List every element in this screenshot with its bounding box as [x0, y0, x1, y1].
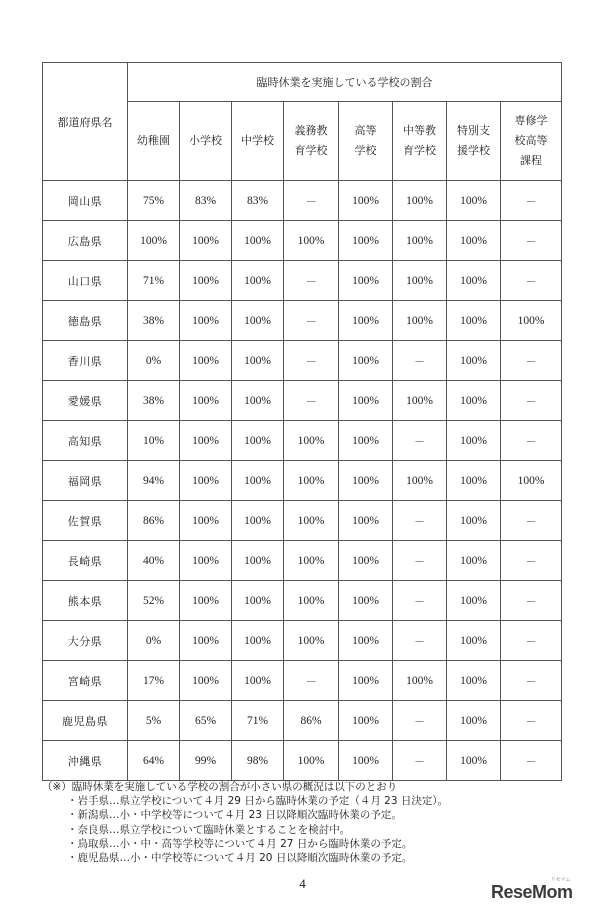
table-row — [43, 341, 562, 381]
ratio-cell: － — [393, 541, 447, 581]
logo-text: ReseMom — [491, 882, 573, 902]
ratio-cell: 100% — [339, 381, 393, 421]
note-item: ・鹿児島県…小・中学校等について４月 20 日以降順次臨時休業の予定。 — [67, 852, 413, 865]
table-row — [43, 381, 562, 421]
note-item: ・鳥取県…小・中・高等学校等について４月 27 日から臨時休業の予定。 — [67, 837, 413, 850]
ratio-cell: 100% — [447, 261, 501, 301]
column-header — [180, 101, 232, 180]
ratio-cell: － — [501, 501, 562, 541]
column-header-line: 特別支 — [457, 123, 490, 137]
table-row — [43, 661, 562, 701]
table-row — [43, 261, 562, 301]
ratio-cell: 100% — [339, 301, 393, 341]
table-row — [43, 541, 562, 581]
school-closure-table — [42, 62, 562, 781]
ratio-cell: 38% — [128, 301, 180, 341]
ratio-cell: 100% — [180, 301, 232, 341]
ratio-cell: 100% — [180, 421, 232, 461]
ratio-cell: 0% — [128, 621, 180, 661]
ratio-cell: － — [501, 381, 562, 421]
ratio-cell: 100% — [128, 221, 180, 261]
ratio-cell: － — [501, 421, 562, 461]
ratio-cell: 100% — [180, 461, 232, 501]
ratio-cell: － — [284, 301, 339, 341]
prefecture-name: 広島県 — [43, 221, 128, 261]
ratio-cell: 0% — [128, 341, 180, 381]
ratio-cell: 100% — [393, 181, 447, 221]
ratio-cell: 100% — [339, 701, 393, 741]
ratio-cell: 100% — [180, 661, 232, 701]
ratio-cell: 83% — [232, 181, 284, 221]
ratio-cell: 100% — [339, 221, 393, 261]
ratio-cell: 17% — [128, 661, 180, 701]
column-header-line: 学校 — [354, 143, 377, 157]
ratio-cell: 100% — [284, 741, 339, 781]
ratio-cell: 100% — [232, 381, 284, 421]
ratio-cell: － — [284, 341, 339, 381]
ratio-cell: 100% — [284, 221, 339, 261]
column-header — [501, 101, 562, 180]
ratio-cell: 100% — [284, 621, 339, 661]
prefecture-name: 愛媛県 — [43, 381, 128, 421]
ratio-cell: 100% — [393, 461, 447, 501]
ratio-cell: － — [284, 261, 339, 301]
ratio-cell: 100% — [339, 341, 393, 381]
note-item: ・岩手県…県立学校について４月 29 日から臨時休業の予定（４月 23 日決定）。 — [67, 795, 449, 808]
ratio-cell: － — [393, 581, 447, 621]
ratio-cell: － — [284, 661, 339, 701]
ratio-cell: 100% — [339, 741, 393, 781]
ratio-cell: 5% — [128, 701, 180, 741]
ratio-cell: 100% — [447, 421, 501, 461]
prefecture-name: 鹿児島県 — [43, 701, 128, 741]
ratio-cell: － — [501, 741, 562, 781]
ratio-cell: 100% — [447, 501, 501, 541]
ratio-cell: 100% — [232, 421, 284, 461]
ratio-cell: 100% — [232, 461, 284, 501]
ratio-cell: 100% — [180, 581, 232, 621]
ratio-cell: 100% — [284, 461, 339, 501]
column-header-line: 中学校 — [241, 133, 274, 147]
ratio-cell: 100% — [447, 541, 501, 581]
ratio-cell: 52% — [128, 581, 180, 621]
ratio-cell: 100% — [180, 341, 232, 381]
ratio-cell: － — [393, 741, 447, 781]
ratio-cell: － — [501, 701, 562, 741]
ratio-cell: 100% — [339, 181, 393, 221]
ratio-cell: 100% — [284, 501, 339, 541]
column-header — [284, 101, 339, 180]
ratio-cell: 100% — [447, 461, 501, 501]
ratio-cell: 94% — [128, 461, 180, 501]
column-header-line: 中等教 — [403, 123, 436, 137]
column-header — [393, 101, 447, 180]
ratio-cell: 100% — [232, 261, 284, 301]
ratio-cell: 100% — [284, 421, 339, 461]
ratio-cell: 100% — [232, 301, 284, 341]
ratio-cell: 100% — [447, 621, 501, 661]
ratio-cell: 98% — [232, 741, 284, 781]
ratio-cell: 100% — [393, 301, 447, 341]
table-row — [43, 701, 562, 741]
ratio-cell: 100% — [447, 661, 501, 701]
ratio-cell: 100% — [393, 261, 447, 301]
ratio-cell: 75% — [128, 181, 180, 221]
prefecture-name: 大分県 — [43, 621, 128, 661]
prefecture-name: 岡山県 — [43, 181, 128, 221]
ratio-cell: 100% — [447, 741, 501, 781]
ratio-cell: － — [501, 341, 562, 381]
note-item: ・新潟県…小・中学校等について４月 23 日以降順次臨時休業の予定。 — [67, 809, 402, 822]
ratio-cell: 100% — [284, 541, 339, 581]
ratio-cell: － — [393, 421, 447, 461]
prefecture-name: 山口県 — [43, 261, 128, 301]
resemom-logo — [491, 877, 573, 903]
prefecture-name: 佐賀県 — [43, 501, 128, 541]
ratio-cell: 86% — [284, 701, 339, 741]
column-header-line: 育学校 — [403, 143, 436, 157]
prefecture-name: 高知県 — [43, 421, 128, 461]
closure-ratio-header: 臨時休業を実施している学校の割合 — [128, 63, 562, 102]
column-header-line: 課程 — [520, 153, 542, 167]
ratio-cell: 100% — [447, 581, 501, 621]
column-header — [128, 101, 180, 180]
ratio-cell: － — [501, 221, 562, 261]
ratio-cell: 71% — [232, 701, 284, 741]
ratio-cell: 40% — [128, 541, 180, 581]
ratio-cell: － — [501, 661, 562, 701]
ratio-cell: － — [393, 501, 447, 541]
table-row — [43, 621, 562, 661]
ratio-cell: 100% — [180, 621, 232, 661]
ratio-cell: 38% — [128, 381, 180, 421]
ratio-cell: 100% — [447, 701, 501, 741]
ratio-cell: 100% — [232, 501, 284, 541]
ratio-cell: 65% — [180, 701, 232, 741]
ratio-cell: 100% — [447, 221, 501, 261]
prefecture-name: 徳島県 — [43, 301, 128, 341]
prefecture-header: 都道府県名 — [43, 63, 128, 181]
column-header-line: 専修学 — [514, 113, 548, 127]
prefecture-name: 宮崎県 — [43, 661, 128, 701]
column-header-line: 育学校 — [294, 143, 328, 157]
ratio-cell: 100% — [232, 581, 284, 621]
page-number: 4 — [299, 876, 306, 891]
prefecture-name: 香川県 — [43, 341, 128, 381]
note-item: ・奈良県…県立学校について臨時休業とすることを検討中。 — [67, 823, 351, 836]
ratio-cell: 100% — [339, 261, 393, 301]
prefecture-name: 沖縄県 — [43, 741, 128, 781]
ratio-cell: 100% — [180, 381, 232, 421]
ratio-cell: 100% — [447, 301, 501, 341]
ratio-cell: － — [393, 701, 447, 741]
table-row — [43, 741, 562, 781]
ratio-cell: － — [501, 581, 562, 621]
notes — [42, 780, 582, 865]
ratio-cell: 100% — [501, 461, 562, 501]
notes-title: （※）臨時休業を実施している学校の割合が小さい県の概況は以下のとおり — [42, 781, 398, 793]
ratio-cell: 100% — [180, 261, 232, 301]
ratio-cell: 100% — [232, 221, 284, 261]
column-header — [447, 101, 501, 180]
table-row — [43, 461, 562, 501]
ratio-cell: 83% — [180, 181, 232, 221]
table-row — [43, 421, 562, 461]
column-header-line: 援学校 — [457, 143, 490, 157]
column-header-line: 幼稚園 — [137, 133, 170, 147]
ratio-cell: 100% — [501, 301, 562, 341]
ratio-cell: 71% — [128, 261, 180, 301]
ratio-cell: 100% — [180, 541, 232, 581]
ratio-cell: － — [501, 181, 562, 221]
ratio-cell: － — [501, 261, 562, 301]
ratio-cell: － — [501, 541, 562, 581]
ratio-cell: 100% — [180, 501, 232, 541]
logo-small-text: リセマム — [550, 877, 571, 883]
ratio-cell: 10% — [128, 421, 180, 461]
ratio-cell: 100% — [393, 381, 447, 421]
ratio-cell: 100% — [232, 661, 284, 701]
column-header — [232, 101, 284, 180]
prefecture-name: 福岡県 — [43, 461, 128, 501]
ratio-cell: 100% — [339, 581, 393, 621]
ratio-cell: 64% — [128, 741, 180, 781]
column-header-line: 校高等 — [514, 133, 548, 147]
ratio-cell: 99% — [180, 741, 232, 781]
table-row — [43, 181, 562, 221]
column-header — [339, 101, 393, 180]
ratio-cell: － — [393, 341, 447, 381]
ratio-cell: 100% — [339, 661, 393, 701]
ratio-cell: 100% — [339, 421, 393, 461]
column-header-line: 高等 — [354, 123, 377, 137]
ratio-cell: 100% — [232, 621, 284, 661]
prefecture-name: 熊本県 — [43, 581, 128, 621]
column-header-line: 義務教 — [294, 123, 328, 137]
table-row — [43, 301, 562, 341]
ratio-cell: 100% — [232, 541, 284, 581]
ratio-cell: 86% — [128, 501, 180, 541]
ratio-cell: － — [284, 381, 339, 421]
ratio-cell: 100% — [339, 461, 393, 501]
ratio-cell: 100% — [447, 381, 501, 421]
ratio-cell: 100% — [393, 221, 447, 261]
prefecture-name: 長崎県 — [43, 541, 128, 581]
ratio-cell: 100% — [447, 341, 501, 381]
ratio-cell: 100% — [180, 221, 232, 261]
column-header-line: 小学校 — [189, 133, 222, 147]
ratio-cell: － — [393, 621, 447, 661]
table-row — [43, 581, 562, 621]
ratio-cell: 100% — [339, 501, 393, 541]
ratio-cell: 100% — [393, 661, 447, 701]
ratio-cell: 100% — [339, 541, 393, 581]
ratio-cell: 100% — [232, 341, 284, 381]
table-row — [43, 501, 562, 541]
ratio-cell: 100% — [339, 621, 393, 661]
ratio-cell: － — [284, 181, 339, 221]
ratio-cell: 100% — [447, 181, 501, 221]
ratio-cell: 100% — [284, 581, 339, 621]
ratio-cell: － — [501, 621, 562, 661]
table-row — [43, 221, 562, 261]
